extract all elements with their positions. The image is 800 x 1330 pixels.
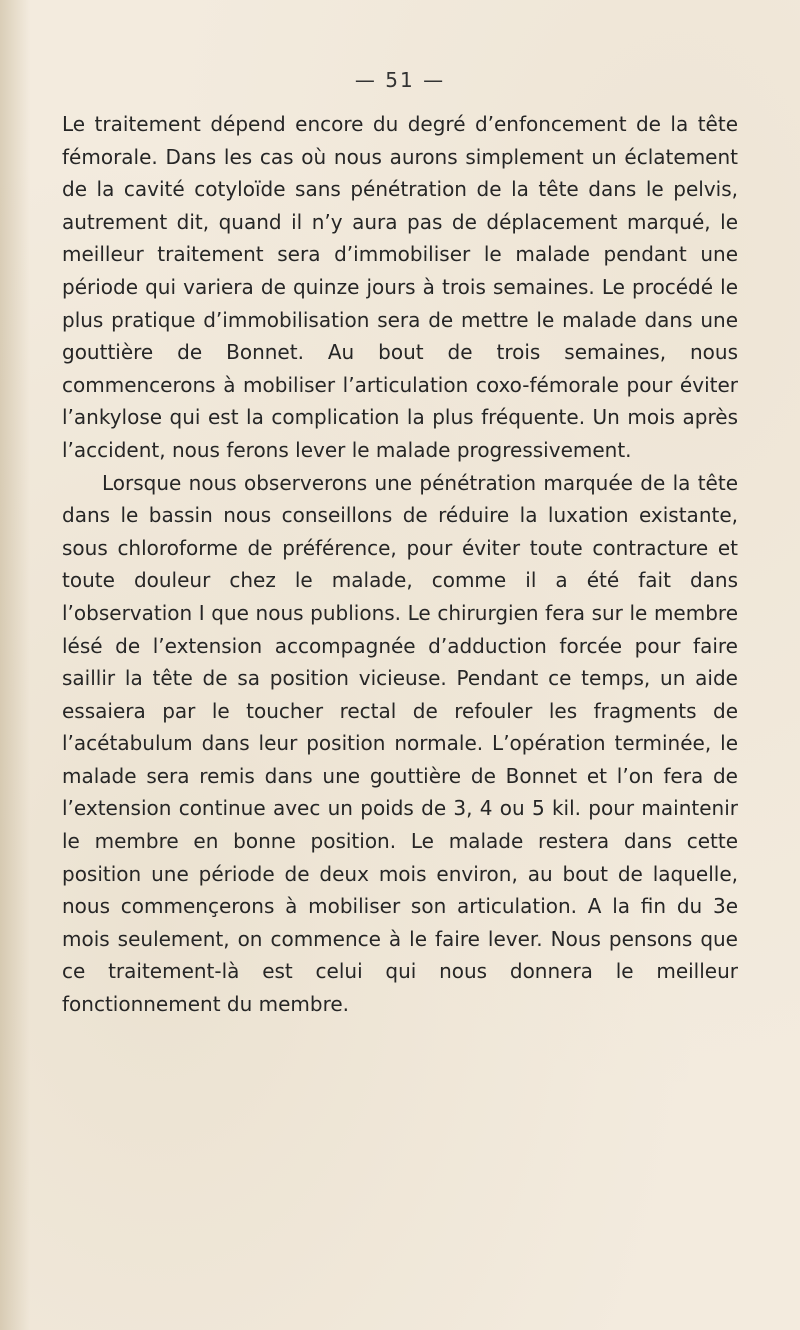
paragraph-penetration: Lorsque nous observerons une pénétration marquée de la tête dans le bassin nous conseillons de réduire la luxation existante, sous chloroforme de préférence, pour éviter toute contracture et toute douleur chez le malade, comme il a été fait dans l’observation I que nous publions. Le chirurgien fera sur le membre lésé de l’extension accompagnée d’adduction forcée pour faire saillir la tête de sa position vicieuse. Pendant ce temps, un aide essaiera par le toucher rectal de refouler les fragments de l’acétabulum dans leur position normale. L’opération terminée, le malade sera remis dans une gouttière de Bonnet et l’on fera de l’extension continue avec un poids de 3, 4 ou 5 kil. pour maintenir le membre en bonne position. Le malade restera dans cette position une période de deux mois environ, au bout de laquelle, nous commençerons à mobiliser son articulation. A la fin du 3e mois seulement, on commence à le faire lever. Nous pensons que ce traitement-là est celui qui nous donnera le meilleur fonctionnement du membre. <box>62 470 738 1017</box>
page-number: — 51 — <box>354 68 446 92</box>
body-text <box>62 108 738 1021</box>
page-edge-shadow <box>0 0 30 1330</box>
paragraph-treatment: Le traitement dépend encore du degré d’enfoncement de la tête fémorale. Dans les cas où nous aurons simplement un éclatement de la cavité cotyloïde sans pénétration de la tête dans le pelvis, autrement dit, quand il n’y aura pas de déplacement marqué, le meilleur traitement sera d’immobiliser le malade pendant une période qui variera de quinze jours à trois semaines. Le procédé le plus pratique d’immobilisation sera de mettre le malade dans une gouttière de Bonnet. Au bout de trois semaines, nous commencerons à mobiliser l’articulation coxo-fémorale pour éviter l’ankylose qui est la complication la plus fréquente. Un mois après l’accident, nous ferons lever le malade progressivement. <box>62 112 738 462</box>
